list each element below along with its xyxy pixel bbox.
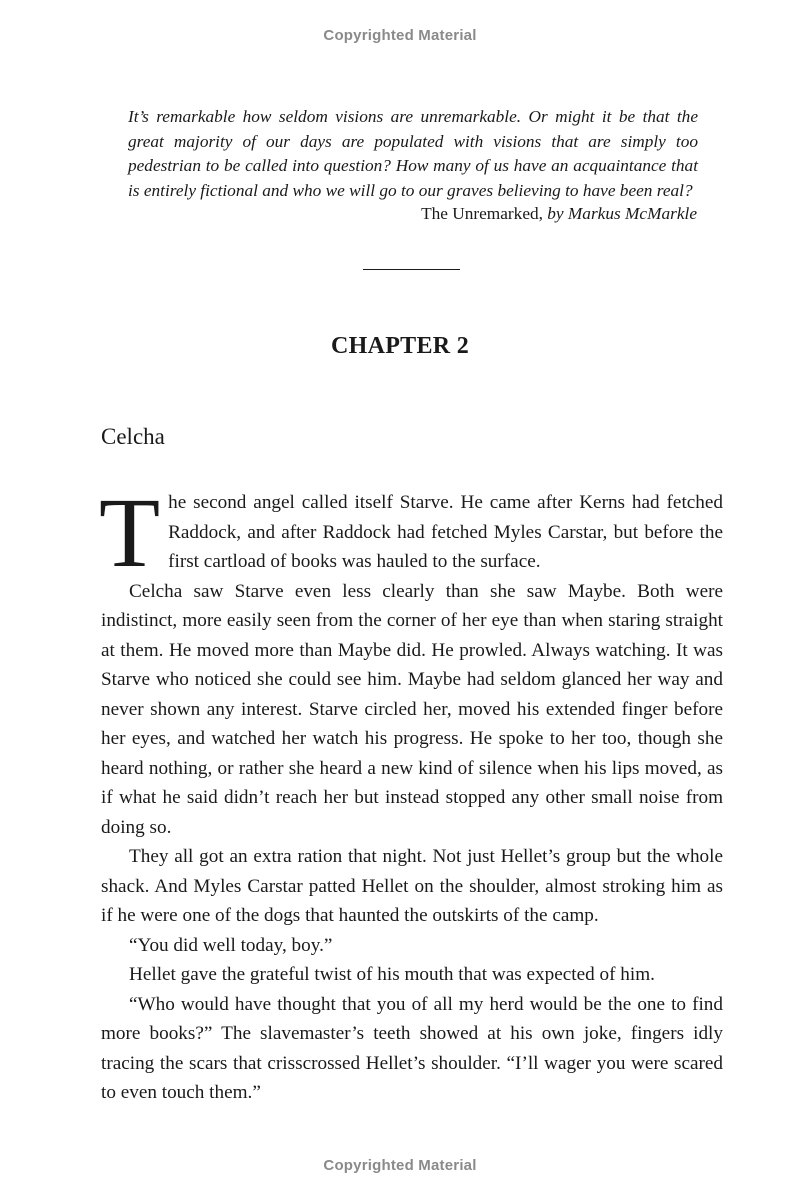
chapter-body bbox=[99, 477, 723, 1108]
body-paragraph bbox=[99, 477, 723, 588]
body-paragraph: Hellet gave the grateful twist of his mouth that was expected of him. bbox=[129, 964, 655, 985]
copyright-watermark-bottom: Copyrighted Material bbox=[323, 1157, 477, 1174]
body-paragraph-text: he second angel called itself Starve. He came after Kerns had fetched Raddock, and after Raddock had fetched Myles Carstar, but before the first cartload of books was hauled to the surface. bbox=[168, 492, 723, 572]
section-divider bbox=[363, 269, 460, 270]
chapter-title: CHAPTER 2 bbox=[330, 333, 470, 359]
body-paragraph: “Who would have thought that you of all my herd would be the one to find more books?” The slavemaster’s teeth showed at his own joke, fingers idly tracing the scars that crisscrossed Hellet’s shoulder. “I’ll wager you were scared to even touch them.” bbox=[101, 993, 723, 1103]
body-paragraph: They all got an extra ration that night. Not just Hellet’s group but the whole shack. And Myles Carstar patted Hellet on the shoulder, almost stroking him as if he were one of the dogs that haunted the outskirts of the camp. bbox=[101, 846, 723, 926]
body-paragraph: Celcha saw Starve even less clearly than she saw Maybe. Both were indistinct, more easily seen from the corner of her eye than when staring straight at them. He moved more than Maybe did. He prowled. Always watching. It was Starve who noticed she could see him. Maybe had seldom glanced her way and never shown any interest. Starve circled her, moved his extended finger before her eyes, and watched her watch his progress. He spoke to her too, though she heard nothing, or rather she heard a new kind of silence when his lips moved, as if what he said didn’t reach her but instead stopped any other small noise from doing so. bbox=[101, 580, 723, 838]
epigraph-attribution bbox=[421, 204, 697, 224]
copyright-watermark-top: Copyrighted Material bbox=[323, 27, 477, 44]
section-title: Celcha bbox=[101, 424, 165, 449]
epigraph-author: by Markus McMarkle bbox=[547, 204, 697, 223]
drop-cap: T bbox=[99, 477, 161, 588]
epigraph-text: It’s remarkable how seldom visions are unremarkable. Or might it be that the great majority of our days are populated with visions that are simply too pedestrian to be called into question? How many of us have an acquaintance that is entirely fictional and who we will go to our graves believing to have been real? bbox=[128, 107, 698, 200]
body-paragraph: “You did well today, boy.” bbox=[129, 934, 333, 956]
epigraph-source-title: The Unremarked, bbox=[421, 204, 543, 223]
epigraph-quote bbox=[128, 105, 698, 203]
